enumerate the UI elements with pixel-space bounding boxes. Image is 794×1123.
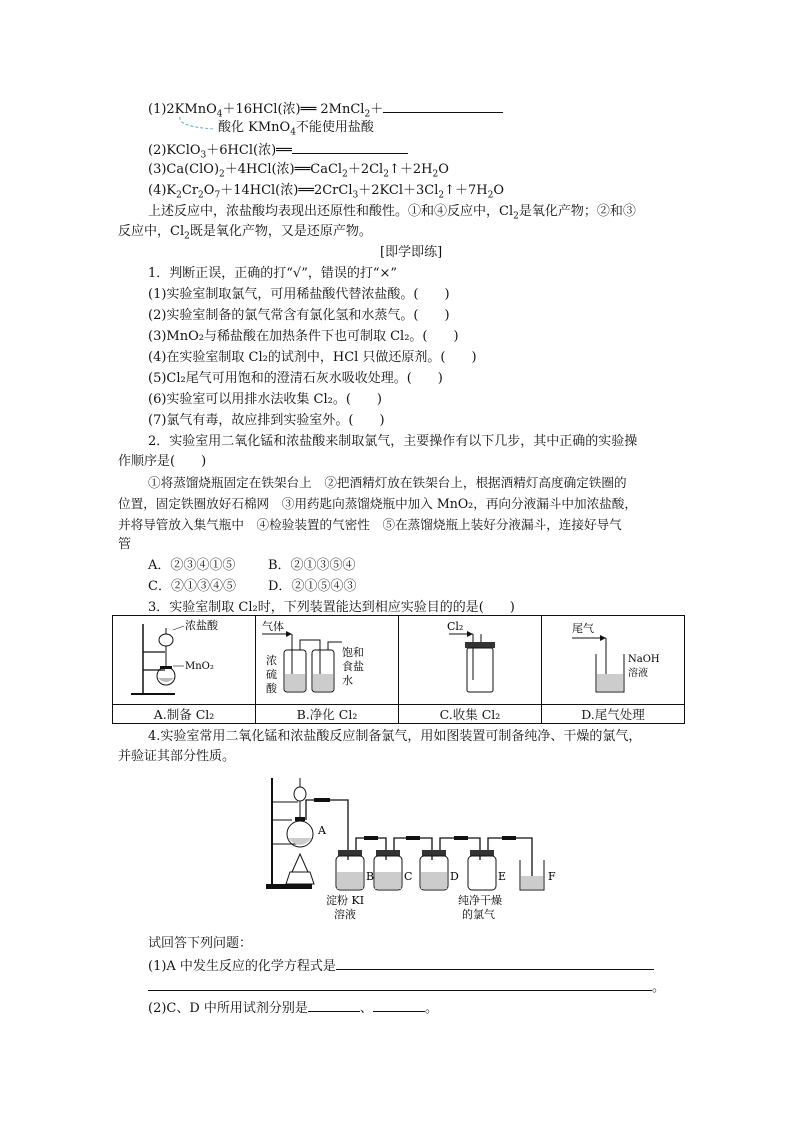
question-3: 3．实验室制取 Cl₂时，下列装置能达到相应实验目的的是( ) bbox=[148, 600, 515, 615]
ask-heading: 试回答下列问题： bbox=[148, 936, 253, 951]
apparatus-a[interactable] bbox=[113, 616, 256, 705]
apparatus-c-drawing bbox=[399, 616, 541, 700]
eq-text: O bbox=[203, 183, 215, 198]
q2-option-d[interactable]: D．②①⑤④③ bbox=[268, 579, 357, 594]
eq-sub: 2 bbox=[342, 169, 348, 180]
answer-blank-2a[interactable] bbox=[308, 997, 360, 1012]
eq-text: ＋2KCl＋3Cl bbox=[358, 183, 439, 198]
eq-text: ＋4HCl(浓)══CaCl bbox=[224, 162, 343, 177]
eq-text: ＋14HCl(浓)══2CrCl bbox=[220, 183, 353, 198]
answer-blank-2b[interactable] bbox=[373, 997, 425, 1012]
ask-2-sep: 、 bbox=[359, 1001, 373, 1016]
label-conc-hcl: 浓盐酸 bbox=[185, 619, 218, 632]
annotation-note bbox=[218, 118, 374, 137]
apparatus-chain-figure bbox=[262, 772, 562, 922]
q1-item: (2)实验室制备的氯气常含有氯化氢和水蒸气。( ) bbox=[148, 308, 450, 323]
para-text: 反应中，Cl bbox=[118, 224, 185, 239]
q2-option-a[interactable]: A．②③④①⑤ bbox=[148, 558, 236, 573]
apparatus-d-drawing bbox=[542, 616, 684, 700]
label-gas: 气体 bbox=[262, 620, 284, 633]
para-sub: 2 bbox=[513, 211, 519, 222]
answer-blank-1[interactable] bbox=[336, 955, 654, 970]
eq-text: ↑＋2H bbox=[388, 162, 433, 177]
q1-item: (1)实验室制取氯气，可用稀盐酸代替浓盐酸。( ) bbox=[148, 287, 450, 302]
eq-text: ↑＋7H bbox=[444, 183, 488, 198]
q2-option-b[interactable]: B．②①③⑤④ bbox=[268, 558, 356, 573]
eq-text: ＋16HCl(浓)══ 2MnCl bbox=[222, 102, 365, 117]
label-conc: 浓 bbox=[266, 654, 277, 667]
label-A: A bbox=[318, 824, 326, 837]
label-solution: 溶液 bbox=[628, 668, 648, 679]
eq-text: ＋6HCl(浓)══ bbox=[206, 143, 292, 158]
question-4: 4.实验室常用二氧化锰和浓盐酸反应制备氯气，用如图装置可制备纯净、干燥的氯气， bbox=[148, 729, 642, 744]
q1-item: (5)Cl₂尾气可用饱和的澄清石灰水吸收处理。( ) bbox=[148, 371, 443, 386]
answer-blank[interactable] bbox=[383, 98, 503, 113]
eq-sub: 2 bbox=[487, 190, 494, 201]
ask-1-text: (1)A 中发生反应的化学方程式是 bbox=[148, 959, 336, 974]
answer-blank[interactable] bbox=[292, 139, 408, 154]
apparatus-c[interactable] bbox=[399, 616, 542, 705]
q2-steps-line3: 并将导管放入集气瓶中 ④检验装置的气密性 ⑤在蒸馏烧瓶上装好分液漏斗，连接好导气 bbox=[118, 517, 622, 532]
eq-sub: 2 bbox=[198, 190, 204, 201]
caption-a: A.制备 Cl₂ bbox=[113, 705, 256, 724]
equation-3 bbox=[148, 160, 449, 179]
label-F: F bbox=[548, 870, 556, 883]
note-pure-dry: 纯净干燥 bbox=[458, 894, 502, 907]
note-solution: 溶液 bbox=[334, 908, 356, 921]
eq-text: Cr bbox=[181, 183, 199, 198]
question-1: 1．判断正误，正确的打“√”，错误的打“×” bbox=[148, 266, 398, 281]
q1-item: (7)氯气有毒，故应排到实验室外。( ) bbox=[148, 413, 385, 428]
eq-text: ＋ bbox=[370, 102, 384, 117]
label-D: D bbox=[450, 870, 459, 883]
para-text: 是氧化产物；②和③ bbox=[518, 204, 636, 219]
eq-sub: 3 bbox=[200, 150, 207, 161]
label-B: B bbox=[366, 870, 375, 883]
caption-c: C.收集 Cl₂ bbox=[399, 705, 542, 724]
question-4-cont: 并验证其部分性质。 bbox=[118, 749, 236, 764]
note-sub: 4 bbox=[290, 127, 296, 138]
eq-sub: 2 bbox=[219, 169, 225, 180]
eq-sub: 2 bbox=[438, 190, 445, 201]
eq-sub: 3 bbox=[352, 190, 359, 201]
eq-sub: 2 bbox=[364, 109, 371, 120]
note-starch-ki: 淀粉 KI bbox=[326, 894, 365, 907]
note-text: 不能使用盐酸 bbox=[295, 120, 374, 135]
apparatus-b-drawing bbox=[256, 616, 398, 700]
summary-paragraph-line1 bbox=[148, 202, 636, 221]
para-text: ①和④反应中，Cl bbox=[408, 204, 514, 219]
apparatus-b[interactable] bbox=[256, 616, 399, 705]
label-cl2: Cl₂ bbox=[447, 620, 464, 633]
label-E: E bbox=[498, 870, 507, 883]
q2-steps-line1: ①将蒸馏烧瓶固定在铁架台上 ②把酒精灯放在铁架台上，根据酒精灯高度确定铁圈的 bbox=[148, 475, 627, 490]
answer-blank-1b[interactable] bbox=[148, 976, 652, 991]
caption-d: D.尾气处理 bbox=[542, 705, 685, 724]
label-C: C bbox=[404, 870, 413, 883]
label-brine: 食盐 bbox=[342, 660, 364, 673]
note-chlorine: 的氯气 bbox=[462, 908, 495, 921]
question-2-cont: 作顺序是( ) bbox=[118, 454, 207, 469]
eq-sub: 7 bbox=[214, 190, 221, 201]
apparatus-table bbox=[112, 615, 685, 724]
eq-text: (3)Ca(ClO) bbox=[148, 162, 220, 177]
eq-text: (4)K bbox=[148, 183, 177, 198]
q1-item: (4)在实验室制取 Cl₂的试剂中，HCl 只做还原剂。( ) bbox=[148, 350, 477, 365]
q1-item: (6)实验室可以用排水法收集 Cl₂。( ) bbox=[148, 392, 383, 407]
para-sub: 2 bbox=[184, 231, 190, 242]
label-mno2: MnO₂ bbox=[185, 661, 214, 672]
label-sulf: 硫 bbox=[266, 668, 277, 681]
ask-1-end: 。 bbox=[652, 980, 666, 995]
q2-steps-line2: 位置，固定铁圈放好石棉网 ③用药匙向蒸馏烧瓶中加入 MnO₂，再向分液漏斗中加浓盐酸， bbox=[118, 496, 637, 511]
eq-text: (2)KClO bbox=[148, 143, 201, 158]
summary-paragraph-line2 bbox=[118, 222, 372, 241]
label-water: 水 bbox=[342, 674, 353, 687]
eq-text: (1)2KMnO bbox=[148, 102, 217, 117]
label-tail-gas: 尾气 bbox=[572, 622, 594, 635]
eq-sub: 4 bbox=[216, 109, 223, 120]
label-naoh: NaOH bbox=[628, 654, 660, 665]
q1-item: (3)MnO₂与稀盐酸在加热条件下也可制取 Cl₂。( ) bbox=[148, 329, 459, 344]
label-saturated: 饱和 bbox=[342, 646, 364, 659]
q2-steps-line4: 管 bbox=[118, 537, 132, 552]
section-heading: [即学即练] bbox=[380, 245, 443, 260]
apparatus-d[interactable] bbox=[542, 616, 685, 705]
para-text: 上述反应中，浓盐酸均表现出还原性和酸性。 bbox=[148, 204, 409, 219]
apparatus-a-drawing bbox=[113, 616, 255, 700]
label-acid: 酸 bbox=[266, 682, 277, 695]
question-2: 2．实验室用二氧化锰和浓盐酸来制取氯气，主要操作有以下几步，其中正确的实验操 bbox=[148, 434, 638, 449]
eq-text: O bbox=[438, 162, 449, 177]
eq-sub: 2 bbox=[383, 169, 389, 180]
note-text: 酸化 KMnO bbox=[218, 120, 291, 135]
ask-2 bbox=[148, 997, 438, 1018]
ask-1 bbox=[148, 955, 654, 976]
eq-sub: 2 bbox=[432, 169, 439, 180]
q2-option-c[interactable]: C．②①③④⑤ bbox=[148, 579, 236, 594]
eq-text: ＋2Cl bbox=[347, 162, 384, 177]
ask-2-end: 。 bbox=[424, 1001, 438, 1016]
equation-4 bbox=[148, 181, 504, 200]
ask-1-cont bbox=[148, 976, 665, 997]
caption-b: B.净化 Cl₂ bbox=[256, 705, 399, 724]
eq-sub: 2 bbox=[176, 190, 182, 201]
para-text: 既是氧化产物，又是还原产物。 bbox=[189, 224, 372, 239]
equation-2 bbox=[148, 139, 408, 160]
eq-text: O bbox=[493, 183, 505, 198]
ask-2-text: (2)C、D 中所用试剂分别是 bbox=[148, 1001, 308, 1016]
